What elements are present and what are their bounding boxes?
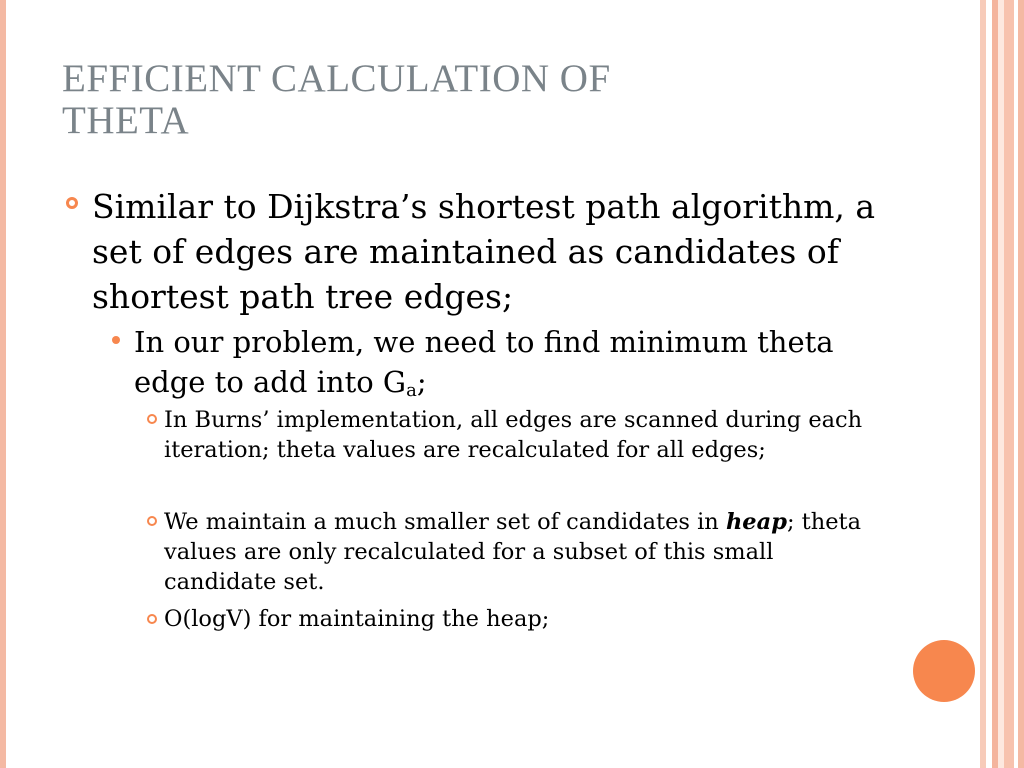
bullet-level2 <box>134 322 874 411</box>
bullet-ring-icon <box>66 197 78 209</box>
sub-bullet-2-emphasis: heap <box>725 509 787 535</box>
sub-bullet-1: In Burns’ implementation, all edges are scanned during each iteration; theta values are recalculated for all edges; <box>164 407 863 463</box>
title-line-2: THETA <box>62 99 190 142</box>
bullet-dot-icon <box>112 336 120 344</box>
sub-bullet-2 <box>164 507 874 597</box>
bullet-level2-text: In our problem, we need to find minimum theta edge to add into G <box>134 325 834 399</box>
bullet-level2-end: ; <box>416 365 427 399</box>
sub-bullet-3: O(logV) for maintaining the heap; <box>164 606 550 632</box>
bullet-ring-small-icon <box>147 516 157 526</box>
sub-bullet-2-pre: We maintain a much smaller set of candidates in <box>164 509 726 535</box>
sub-bullet-2-post: ; theta values are only recalculated for a subset of this small candidate set. <box>164 509 861 595</box>
bullet-level1: Similar to Dijkstra’s shortest path algorithm, a set of edges are maintained as candidates of shortest path tree edges; <box>92 187 876 316</box>
bullet-ring-small-icon <box>147 414 157 424</box>
bullet-ring-small-icon <box>147 614 157 624</box>
subscript-a: a <box>406 380 417 401</box>
title-line-1: EFFICIENT CALCULATION OF <box>62 57 611 100</box>
